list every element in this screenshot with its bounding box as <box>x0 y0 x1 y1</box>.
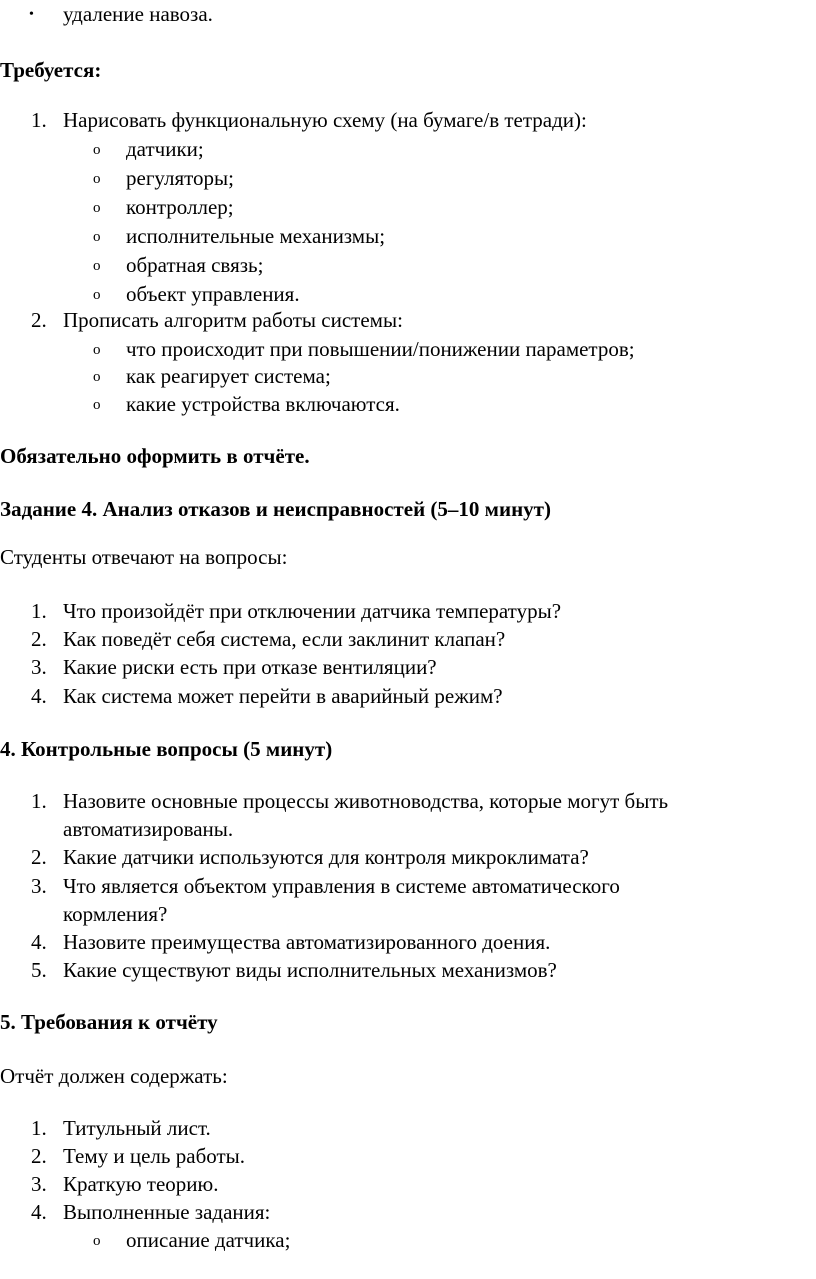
circle-bullet-icon: o <box>93 1233 101 1249</box>
sub-list-item-text: описание датчика; <box>126 1228 291 1252</box>
list-number: 2. <box>31 627 47 651</box>
list-item-text: Какие риски есть при отказе вентиляции? <box>63 655 437 679</box>
list-item <box>0 1142 816 1171</box>
list-item <box>0 625 816 654</box>
sub-list-item-text: датчики; <box>126 137 204 161</box>
list-item-text: Выполненные задания: <box>63 1200 271 1224</box>
list-number: 3. <box>31 1172 47 1196</box>
list-item <box>0 0 816 29</box>
list-item <box>0 956 816 985</box>
list-item-text: Какие датчики используются для контроля микроклимата? <box>63 845 589 869</box>
list-item-text: кормления? <box>63 902 168 926</box>
bullet-icon: • <box>29 7 34 22</box>
list-item <box>0 1114 816 1143</box>
list-number: 2. <box>31 308 47 332</box>
sub-list-item <box>0 193 816 222</box>
sub-list-item-text: что происходит при повышении/понижении параметров; <box>126 337 635 361</box>
list-number: 2. <box>31 1144 47 1168</box>
section-intro: Студенты отвечают на вопросы: <box>0 545 288 569</box>
list-item <box>0 928 816 957</box>
sub-list-item-text: как реагирует система; <box>126 364 331 388</box>
sub-list-item <box>0 135 816 164</box>
list-item-text: Нарисовать функциональную схему (на бумаге/в тетради): <box>63 108 587 132</box>
sub-list-item <box>0 335 816 364</box>
list-number: 2. <box>31 845 47 869</box>
sub-list-item <box>0 390 816 419</box>
list-item-text: автоматизированы. <box>63 817 234 841</box>
list-number: 4. <box>31 1200 47 1224</box>
list-item <box>0 787 816 816</box>
list-item <box>0 843 816 872</box>
list-item-text: Прописать алгоритм работы системы: <box>63 308 403 332</box>
sub-list-item-text: исполнительные механизмы; <box>126 224 386 248</box>
circle-bullet-icon: o <box>93 171 101 187</box>
circle-bullet-icon: o <box>93 342 101 358</box>
list-item-continuation <box>0 815 816 844</box>
sub-list-item-text: обратная связь; <box>126 253 264 277</box>
sub-list-item <box>0 222 816 251</box>
sub-list-item-text: контроллер; <box>126 195 234 219</box>
circle-bullet-icon: o <box>93 369 101 385</box>
list-item-text: Назовите основные процессы животноводства, которые могут быть <box>63 789 669 813</box>
list-item-text: удаление навоза. <box>63 2 213 26</box>
list-item <box>0 306 816 335</box>
list-number: 1. <box>31 599 47 623</box>
requirement-heading: Требуется: <box>0 58 102 82</box>
list-item <box>0 1198 816 1227</box>
sub-list-item-text: объект управления. <box>126 282 300 306</box>
sub-list-item <box>0 1226 816 1255</box>
list-item-continuation <box>0 900 816 929</box>
list-item-text: Как система может перейти в аварийный режим? <box>63 684 503 708</box>
circle-bullet-icon: o <box>93 258 101 274</box>
sub-list-item <box>0 362 816 391</box>
list-item-text: Как поведёт себя система, если заклинит клапан? <box>63 627 506 651</box>
list-item-text: Тему и цель работы. <box>63 1144 246 1168</box>
list-number: 1. <box>31 108 47 132</box>
list-number: 5. <box>31 958 47 982</box>
list-item <box>0 872 816 901</box>
sub-list-item-text: какие устройства включаются. <box>126 392 400 416</box>
sub-list-item <box>0 251 816 280</box>
list-number: 4. <box>31 930 47 954</box>
list-item-text: Какие существуют виды исполнительных механизмов? <box>63 958 557 982</box>
report-note: Обязательно оформить в отчёте. <box>0 444 310 468</box>
list-item-text: Титульный лист. <box>63 1116 211 1140</box>
list-number: 4. <box>31 684 47 708</box>
circle-bullet-icon: o <box>93 142 101 158</box>
sub-list-item <box>0 164 816 193</box>
section-heading: Задание 4. Анализ отказов и неисправностей (5–10 минут) <box>0 497 551 521</box>
list-item-text: Что произойдёт при отключении датчика температуры? <box>63 599 562 623</box>
list-item <box>0 597 816 626</box>
sub-list-item-text: регуляторы; <box>126 166 234 190</box>
list-number: 1. <box>31 789 47 813</box>
list-item <box>0 1170 816 1199</box>
circle-bullet-icon: o <box>93 229 101 245</box>
list-item <box>0 106 816 135</box>
list-number: 3. <box>31 655 47 679</box>
list-item <box>0 682 816 711</box>
list-item-text: Назовите преимущества автоматизированного доения. <box>63 930 551 954</box>
list-item-text: Что является объектом управления в системе автоматического <box>63 874 620 898</box>
list-item <box>0 653 816 682</box>
list-number: 1. <box>31 1116 47 1140</box>
list-item-text: Краткую теорию. <box>63 1172 219 1196</box>
circle-bullet-icon: o <box>93 397 101 413</box>
circle-bullet-icon: o <box>93 200 101 216</box>
section-intro: Отчёт должен содержать: <box>0 1064 228 1088</box>
section-heading: 4. Контрольные вопросы (5 минут) <box>0 737 333 761</box>
sub-list-item <box>0 280 816 309</box>
list-number: 3. <box>31 874 47 898</box>
circle-bullet-icon: o <box>93 287 101 303</box>
section-heading: 5. Требования к отчёту <box>0 1010 218 1034</box>
